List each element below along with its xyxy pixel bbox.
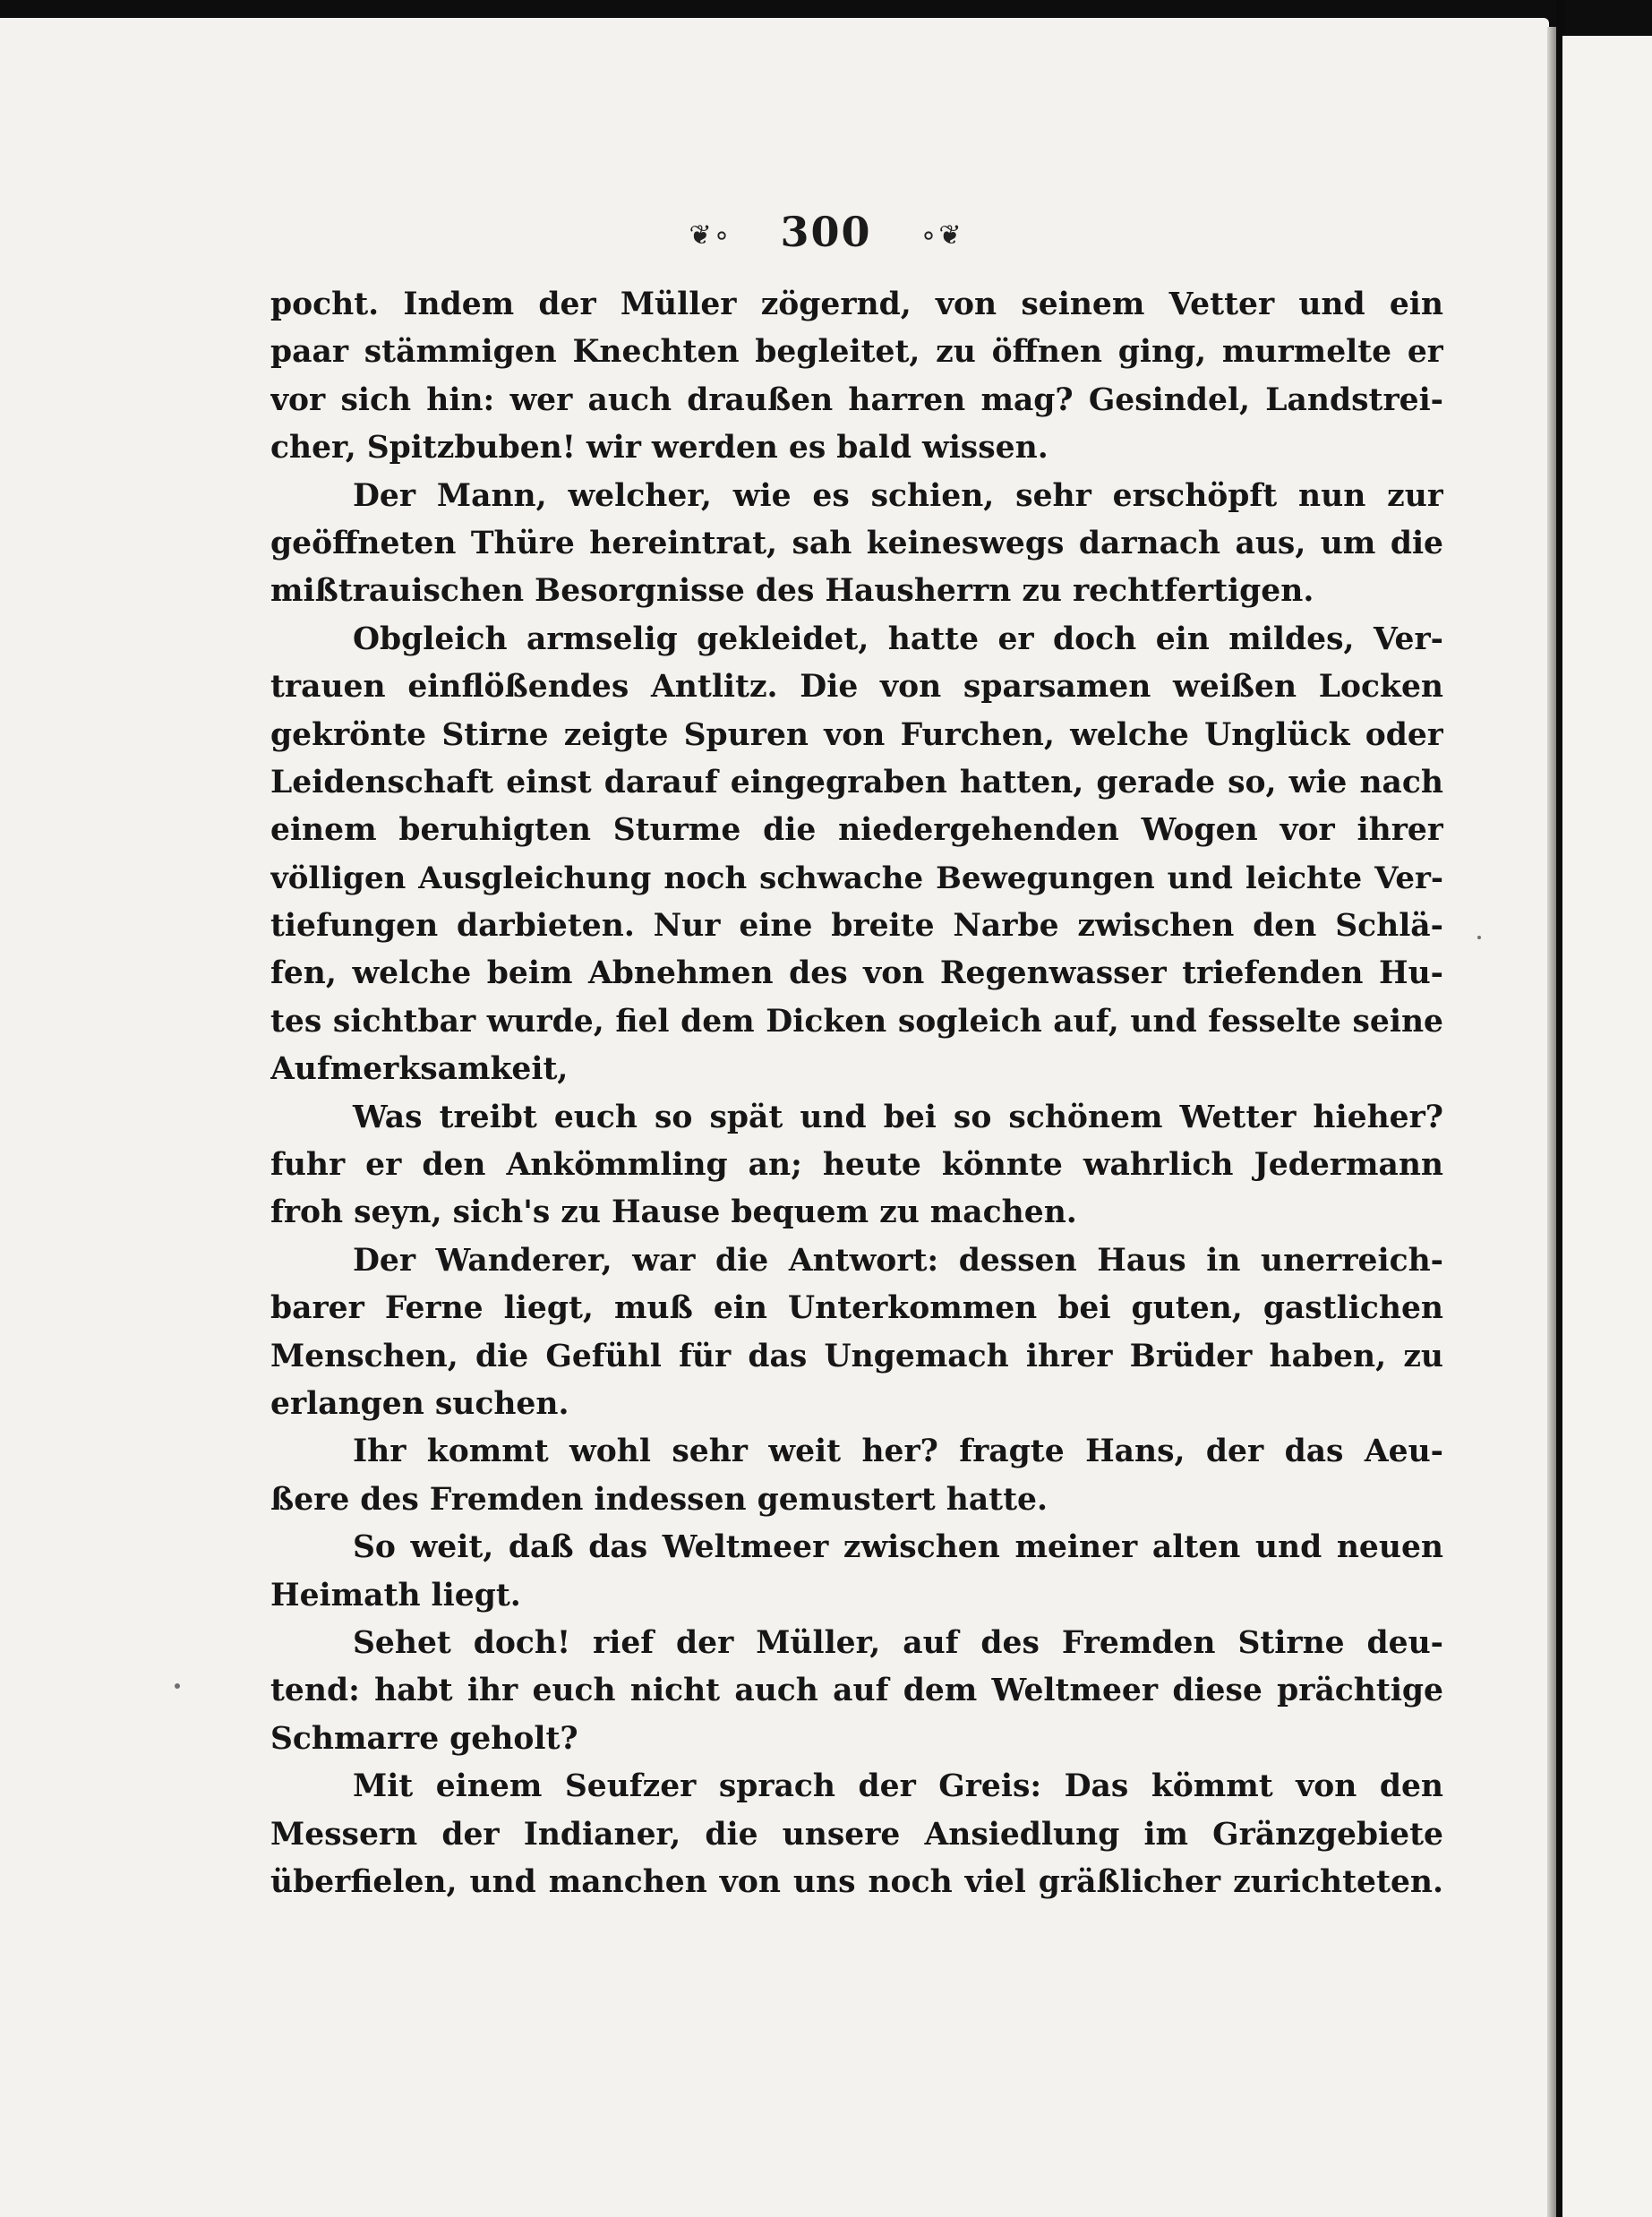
ornament-right-icon: ∘❦ [920,219,963,252]
text-line: So weit, daß das Weltmeer zwischen meiner alten und neuen [353,1529,1443,1566]
page-number: 300 [780,208,872,256]
text-line: Aufmerksamkeit, [270,1051,569,1088]
text-line: fuhr er den Ankömmling an; heute könnte wahrlich Jedermann [270,1147,1443,1184]
text-line: cher, Spitzbuben! wir werden es bald wissen. [270,430,1049,467]
text-line: ßere des Fremden indessen gemustert hatte. [270,1481,1049,1518]
ornament-left-icon: ❦∘ [689,219,732,252]
text-line: Sehet doch! rief der Müller, auf des Fremden Stirne deu- [353,1624,1443,1661]
text-line: Der Wanderer, war die Antwort: dessen Haus in unerreich- [353,1242,1443,1279]
text-line: überfielen, und manchen von uns noch viel gräßlicher zurichteten. [270,1863,1443,1900]
adjacent-page-strip [1562,36,1652,2217]
text-line: froh seyn, sich's zu Hause bequem zu machen. [270,1194,1077,1231]
text-line: tes sichtbar wurde, fiel dem Dicken sogleich auf, und fesselte seine [270,1003,1443,1040]
text-line: tend: habt ihr euch nicht auch auf dem Weltmeer diese prächtige [270,1673,1443,1709]
text-line: Was treibt euch so spät und bei so schönem Wetter hieher? [353,1099,1443,1135]
text-line: mißtrauischen Besorgnisse des Hausherrn zu rechtfertigen. [270,573,1314,610]
text-line: Messern der Indianer, die unsere Ansiedlung im Gränzgebiete [270,1816,1443,1853]
text-line: Menschen, die Gefühl für das Ungemach ihrer Brüder haben, zu [270,1338,1443,1374]
paper-speck [175,1683,180,1689]
text-line: gekrönte Stirne zeigte Spuren von Furchen, welche Unglück oder [270,716,1443,753]
text-line: barer Ferne liegt, muß ein Unterkommen bei guten, gastlichen [270,1290,1443,1327]
text-line: erlangen suchen. [270,1385,569,1422]
text-line: einem beruhigten Sturme die niedergehenden Wogen vor ihrer [270,812,1443,849]
text-line: pocht. Indem der Müller zögernd, von seinem Vetter und ein [270,287,1443,322]
text-line: Heimath liegt. [270,1577,521,1614]
text-line: Obgleich armselig gekleidet, hatte er doch ein mildes, Ver- [353,621,1443,657]
text-line: Ihr kommt wohl sehr weit her? fragte Hans, der das Aeu- [353,1434,1443,1470]
text-line: trauen einflößendes Antlitz. Die von sparsamen weißen Locken [270,669,1443,706]
text-line: völligen Ausgleichung noch schwache Bewegungen und leichte Ver- [270,860,1443,896]
text-line: tiefungen darbieten. Nur eine breite Narbe zwischen den Schlä- [270,908,1443,945]
text-line: Mit einem Seufzer sprach der Greis: Das kömmt von den [353,1768,1443,1805]
text-line: geöffneten Thüre hereintrat, sah keineswegs darnach aus, um die [270,525,1443,561]
text-line: Der Mann, welcher, wie es schien, sehr erschöpft nun zur [353,477,1443,514]
text-line: vor sich hin: wer auch draußen harren mag? Gesindel, Landstrei- [270,381,1443,418]
paper-speck [1477,936,1481,939]
text-line: paar stämmigen Knechten begleitet, zu öffnen ging, murmelte er [270,334,1443,371]
page-edge-shadow [1547,27,1556,2217]
text-line: Leidenschaft einst darauf eingegraben hatten, gerade so, wie nach [270,764,1443,800]
text-line: Schmarre geholt? [270,1720,578,1757]
page-header [0,208,1652,256]
text-line: fen, welche beim Abnehmen des von Regenwasser triefenden Hu- [270,955,1443,992]
body-text [270,281,1443,1906]
